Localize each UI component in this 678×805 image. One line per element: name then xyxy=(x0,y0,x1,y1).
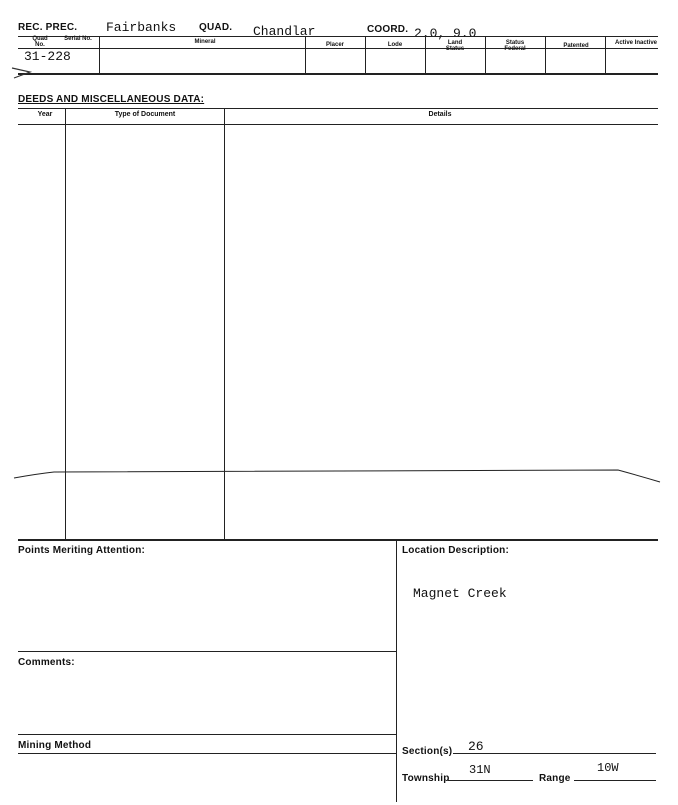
col-patented: Patented xyxy=(563,43,589,49)
section-rule xyxy=(453,753,656,754)
section-label: Section(s) xyxy=(402,746,453,757)
coord-value: 2.0, 9.0 xyxy=(414,26,477,41)
col-divider-placer xyxy=(365,36,366,73)
col-divider-lode xyxy=(425,36,426,73)
lower-divider xyxy=(396,540,397,802)
comments-label: Comments: xyxy=(18,657,75,668)
mining-method-label: Mining Method xyxy=(18,740,92,751)
rec-prec-value: Fairbanks xyxy=(106,20,177,35)
col-lode: Lode xyxy=(387,42,403,48)
col-divider-patented xyxy=(605,36,606,73)
col-divider-mineral xyxy=(305,36,306,73)
quad-label: QUAD. xyxy=(199,22,233,33)
points-rule xyxy=(18,651,396,652)
township-value: 31N xyxy=(469,763,491,777)
deeds-section-title: DEEDS AND MISCELLANEOUS DATA: xyxy=(18,94,205,105)
mining-method-rule xyxy=(18,753,396,754)
col-mineral: Mineral xyxy=(194,39,216,45)
col-land-status: Land Status xyxy=(445,40,465,52)
header-rule-top xyxy=(18,36,658,37)
coord-label: COORD. xyxy=(367,24,409,35)
fold-line xyxy=(0,462,678,488)
col-placer: Placer xyxy=(325,42,344,48)
pencil-mark xyxy=(8,62,58,82)
points-label: Points Meriting Attention: xyxy=(18,545,146,556)
col-divider-serial xyxy=(99,36,100,73)
col-serial-no: Serial No. xyxy=(64,36,92,42)
col-divider-land xyxy=(485,36,486,73)
range-label: Range xyxy=(539,773,571,784)
location-label: Location Description: xyxy=(402,545,509,556)
deeds-rule-bottom xyxy=(18,539,658,541)
township-label: Township xyxy=(402,773,450,784)
range-value: 10W xyxy=(597,761,619,775)
col-active-inactive: Active Inactive xyxy=(614,40,658,46)
col-details: Details xyxy=(428,111,452,118)
col-year: Year xyxy=(37,111,53,118)
section-value: 26 xyxy=(468,739,484,754)
quad-value: Chandlar xyxy=(253,24,316,39)
deeds-rule-header xyxy=(18,124,658,125)
col-divider-status xyxy=(545,36,546,73)
deeds-rule-top xyxy=(18,108,658,109)
rec-prec-label: REC. PREC. xyxy=(18,22,78,33)
location-value: Magnet Creek xyxy=(413,586,507,601)
comments-rule xyxy=(18,734,396,735)
col-type-of-document: Type of Document xyxy=(114,111,176,118)
col-status-federal: Status Federal xyxy=(504,40,526,52)
township-rule xyxy=(448,780,533,781)
header-rule-bottom xyxy=(18,73,658,75)
quad-serial-value: 31-228 xyxy=(24,49,71,64)
range-rule xyxy=(574,780,656,781)
col-quad-no: Quad No. xyxy=(32,36,48,48)
